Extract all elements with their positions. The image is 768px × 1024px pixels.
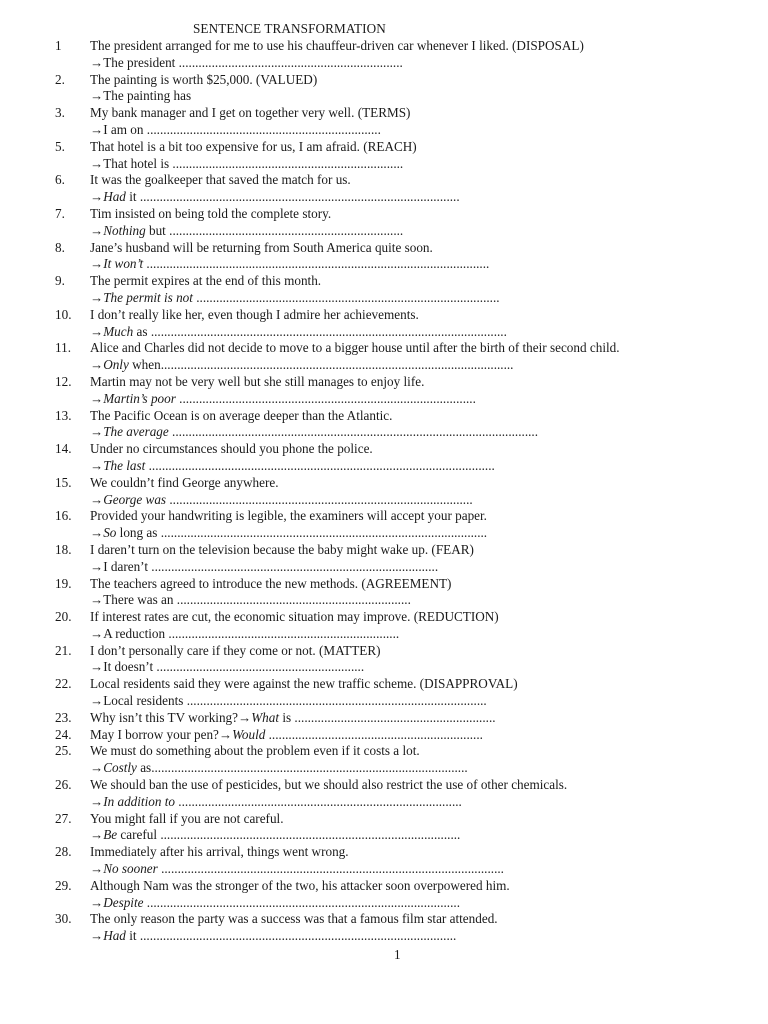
question-line	[90, 206, 768, 223]
question-text: Tim insisted on being told the complete story.	[90, 205, 332, 221]
item-number: 21.	[55, 642, 72, 658]
answer-prompt: →The painting has	[90, 88, 192, 104]
question-text: The president arranged for me to use his chauffeur-driven car whenever I liked. (DISPOSAL)	[90, 38, 584, 53]
answer-prompt-italic: →What	[238, 709, 280, 725]
question-text: Why isn’t this TV working?	[90, 709, 238, 725]
exercise-item	[0, 72, 768, 106]
question-line	[90, 609, 768, 626]
item-number: 16.	[55, 508, 72, 524]
exercise-item	[0, 374, 768, 408]
answer-prompt-italic: →It won’t	[90, 256, 144, 272]
answer-prompt: →The president	[90, 54, 179, 70]
answer-line	[90, 492, 768, 509]
question-line	[90, 542, 768, 559]
item-number: 6.	[55, 172, 65, 188]
question-text: The painting is worth $25,000. (VALUED)	[90, 71, 318, 87]
answer-blank[interactable]: ...........................................................................................	[186, 693, 487, 709]
question-line	[90, 777, 768, 794]
answer-prompt-italic: →Martin’s poor	[90, 390, 176, 406]
answer-blank[interactable]: ......................................................................	[168, 625, 400, 641]
answer-blank[interactable]: ...........................................................................................................	[160, 357, 514, 373]
question-text: Under no circumstances should you phone the police.	[90, 441, 373, 457]
answer-blank[interactable]: ......................................................................	[172, 155, 404, 171]
answer-blank[interactable]: ................................................................................................	[139, 928, 457, 944]
answer-blank[interactable]: .........................................................................................................	[148, 457, 495, 473]
item-number: 10.	[55, 306, 72, 322]
question-text: It was the goalkeeper that saved the match for us.	[90, 172, 351, 188]
answer-blank[interactable]: ...............................................................................................................	[172, 424, 538, 440]
question-line	[90, 172, 768, 189]
answer-line	[90, 324, 768, 341]
question-line	[90, 441, 768, 458]
answer-blank[interactable]: ...........................................................................................	[160, 827, 461, 843]
answer-line	[90, 928, 768, 945]
question-line	[90, 710, 768, 727]
answer-line	[90, 55, 768, 72]
question-text: Jane’s husband will be returning from South America quite soon.	[90, 239, 433, 255]
item-number: 20.	[55, 609, 72, 625]
answer-blank[interactable]: ......................................................................................	[178, 793, 462, 809]
exercise-item	[0, 408, 768, 442]
exercise-item	[0, 844, 768, 878]
answer-line	[90, 592, 768, 609]
item-number: 28.	[55, 844, 72, 860]
exercise-item	[0, 340, 768, 374]
question-line	[90, 727, 768, 744]
exercise-item	[0, 105, 768, 139]
answer-prompt: →I daren’t	[90, 558, 152, 574]
answer-prompt-italic: →The permit is not	[90, 289, 193, 305]
exercise-item	[0, 743, 768, 777]
exercise-item	[0, 676, 768, 710]
exercise-item	[0, 240, 768, 274]
exercise-item	[0, 777, 768, 811]
answer-prompt-italic: →George was	[90, 491, 167, 507]
question-text: Alice and Charles did not decide to move to a bigger house until after the birth of their second child.	[90, 340, 620, 356]
answer-blank[interactable]: ..........................................................................................	[179, 390, 476, 406]
answer-line	[90, 290, 768, 307]
answer-prompt-italic: →So	[90, 525, 117, 541]
answer-blank[interactable]: .......................................................................	[169, 222, 404, 238]
question-line	[90, 340, 768, 357]
answer-prompt-italic: →Had	[90, 928, 126, 944]
question-line	[90, 408, 768, 425]
answer-line	[90, 88, 768, 105]
exercise-item	[0, 811, 768, 845]
answer-prompt-italic: →No sooner	[90, 861, 158, 877]
question-line	[90, 643, 768, 660]
item-number: 27.	[55, 810, 72, 826]
answer-blank[interactable]: ........................................................................................................	[146, 256, 490, 272]
question-line	[90, 72, 768, 89]
answer-blank[interactable]: .............................................................	[294, 709, 496, 725]
exercise-item	[0, 727, 768, 744]
answer-blank[interactable]: ...................................................................................................	[160, 525, 488, 541]
exercise-item	[0, 576, 768, 610]
answer-blank[interactable]: .................................................................................................	[139, 189, 460, 205]
question-text: We couldn’t find George anywhere.	[90, 474, 279, 490]
question-text: I don’t really like her, even though I admire her achievements.	[90, 306, 419, 322]
answer-line	[90, 794, 768, 811]
answer-blank[interactable]: .......................................................................	[146, 121, 381, 137]
answer-prompt: as	[133, 323, 151, 339]
exercise-item	[0, 38, 768, 72]
answer-prompt-italic: →In addition to	[90, 793, 175, 809]
item-number: 24.	[55, 726, 72, 742]
question-text: I daren’t turn on the television because the baby might wake up. (FEAR)	[90, 541, 474, 557]
answer-line	[90, 357, 768, 374]
question-text: You might fall if you are not careful.	[90, 810, 284, 826]
question-line	[90, 811, 768, 828]
answer-line	[90, 122, 768, 139]
item-number: 15.	[55, 474, 72, 490]
question-text: The Pacific Ocean is on average deeper than the Atlantic.	[90, 407, 393, 423]
answer-blank[interactable]: ............................................................................................	[169, 491, 473, 507]
exercise-list	[0, 38, 768, 945]
answer-prompt-italic: →Nothing	[90, 222, 146, 238]
question-line	[90, 139, 768, 156]
answer-prompt: →That hotel is	[90, 155, 173, 171]
question-text: Immediately after his arrival, things went wrong.	[90, 844, 349, 860]
exercise-item	[0, 441, 768, 475]
answer-prompt-italic: →Be	[90, 827, 118, 843]
page-number: 1	[394, 947, 401, 962]
answer-prompt: is	[279, 709, 295, 725]
answer-line	[90, 659, 768, 676]
item-number: 2.	[55, 71, 65, 87]
question-text: That hotel is a bit too expensive for us, I am afraid. (REACH)	[90, 138, 417, 154]
question-text: Although Nam was the stronger of the two, his attacker soon overpowered him.	[90, 877, 510, 893]
answer-prompt: →A reduction	[90, 625, 169, 641]
question-text: Martin may not be very well but she still manages to enjoy life.	[90, 373, 425, 389]
page-title: SENTENCE TRANSFORMATION	[193, 21, 386, 36]
item-number: 18.	[55, 541, 72, 557]
answer-line	[90, 760, 768, 777]
item-number: 8.	[55, 239, 65, 255]
answer-line	[90, 424, 768, 441]
answer-prompt-italic: →The average	[90, 424, 169, 440]
answer-prompt: it	[125, 928, 140, 944]
question-text: The teachers agreed to introduce the new methods. (AGREEMENT)	[90, 575, 452, 591]
answer-prompt-italic: →Only	[90, 357, 129, 373]
item-number: 29.	[55, 877, 72, 893]
answer-blank[interactable]: ...............................................................................................	[146, 894, 460, 910]
item-number: 9.	[55, 273, 65, 289]
item-number: 1	[55, 38, 62, 53]
question-line	[90, 743, 768, 760]
answer-prompt: careful	[117, 827, 161, 843]
item-number: 22.	[55, 676, 72, 692]
answer-prompt: when	[128, 357, 161, 373]
question-text: Provided your handwriting is legible, the examiners will accept your paper.	[90, 508, 487, 524]
question-line	[90, 844, 768, 861]
answer-line	[90, 559, 768, 576]
answer-line	[90, 895, 768, 912]
answer-prompt-italic: →Costly	[90, 760, 137, 776]
question-text: The only reason the party was a success was that a famous film star attended.	[90, 911, 498, 927]
item-number: 30.	[55, 911, 72, 927]
question-text: We must do something about the problem even if it costs a lot.	[90, 743, 420, 759]
answer-blank[interactable]: ............................................................................................................	[150, 323, 507, 339]
answer-prompt: →I am on	[90, 121, 147, 137]
question-text: I don’t personally care if they come or not. (MATTER)	[90, 642, 381, 658]
exercise-item	[0, 878, 768, 912]
item-number: 14.	[55, 441, 72, 457]
question-text: My bank manager and I get on together very well. (TERMS)	[90, 105, 411, 121]
answer-blank[interactable]: .................................................................	[268, 726, 483, 742]
answer-prompt: →It doesn’t	[90, 659, 157, 675]
answer-blank[interactable]: .......................................................................................	[151, 558, 439, 574]
answer-line	[90, 693, 768, 710]
item-number: 5.	[55, 138, 65, 154]
question-text: Local residents said they were against the new traffic scheme. (DISAPPROVAL)	[90, 676, 518, 692]
question-line	[90, 911, 768, 928]
exercise-item	[0, 643, 768, 677]
answer-prompt: long as	[116, 525, 161, 541]
question-line	[90, 240, 768, 257]
exercise-item	[0, 475, 768, 509]
exercise-item	[0, 710, 768, 727]
question-line	[90, 374, 768, 391]
answer-line	[90, 827, 768, 844]
question-text: May I borrow your pen?	[90, 726, 219, 742]
answer-line	[90, 223, 768, 240]
answer-prompt-italic: →Had	[90, 189, 126, 205]
answer-blank[interactable]: ................................................................................................	[151, 760, 468, 776]
exercise-item	[0, 172, 768, 206]
exercise-item	[0, 273, 768, 307]
answer-prompt-italic: →The last	[90, 457, 146, 473]
item-number: 3.	[55, 105, 65, 121]
question-line	[90, 307, 768, 324]
question-text: If interest rates are cut, the economic situation may improve. (REDUCTION)	[90, 609, 499, 625]
item-number: 7.	[55, 205, 65, 221]
question-line	[90, 475, 768, 492]
answer-prompt: it	[125, 189, 140, 205]
answer-line	[90, 156, 768, 173]
answer-line	[90, 626, 768, 643]
item-number: 25.	[55, 743, 72, 759]
exercise-item	[0, 609, 768, 643]
question-text: The permit expires at the end of this month.	[90, 273, 322, 289]
answer-prompt: →Local residents	[90, 693, 187, 709]
answer-blank[interactable]: ....................................................................	[178, 54, 403, 70]
answer-line	[90, 189, 768, 206]
answer-prompt-italic: →Despite	[90, 894, 144, 910]
answer-blank[interactable]: ...............................................................	[156, 659, 365, 675]
question-line	[90, 38, 768, 55]
exercise-item	[0, 307, 768, 341]
exercise-item	[0, 542, 768, 576]
item-number: 13.	[55, 407, 72, 423]
answer-line	[90, 458, 768, 475]
answer-blank[interactable]: ............................................................................................	[196, 289, 500, 305]
answer-prompt-italic: →Much	[90, 323, 134, 339]
question-line	[90, 105, 768, 122]
answer-line	[90, 525, 768, 542]
item-number: 23.	[55, 709, 72, 725]
item-number: 11.	[55, 340, 71, 356]
answer-prompt: but	[145, 222, 170, 238]
answer-blank[interactable]: .......................................................................	[176, 592, 411, 608]
answer-prompt: as	[136, 760, 152, 776]
answer-prompt: →There was an	[90, 592, 177, 608]
question-line	[90, 676, 768, 693]
exercise-item	[0, 206, 768, 240]
question-text: We should ban the use of pesticides, but we should also restrict the use of other chemicals.	[90, 777, 568, 793]
answer-line	[90, 861, 768, 878]
question-line	[90, 576, 768, 593]
answer-line	[90, 256, 768, 273]
exercise-item	[0, 508, 768, 542]
answer-blank[interactable]: ........................................................................................................	[161, 861, 504, 877]
answer-prompt-italic: →Would	[218, 726, 266, 742]
answer-line	[90, 391, 768, 408]
item-number: 19.	[55, 575, 72, 591]
question-line	[90, 508, 768, 525]
question-line	[90, 273, 768, 290]
question-line	[90, 878, 768, 895]
exercise-item	[0, 139, 768, 173]
item-number: 26.	[55, 777, 72, 793]
item-number: 12.	[55, 373, 72, 389]
exercise-item	[0, 911, 768, 945]
